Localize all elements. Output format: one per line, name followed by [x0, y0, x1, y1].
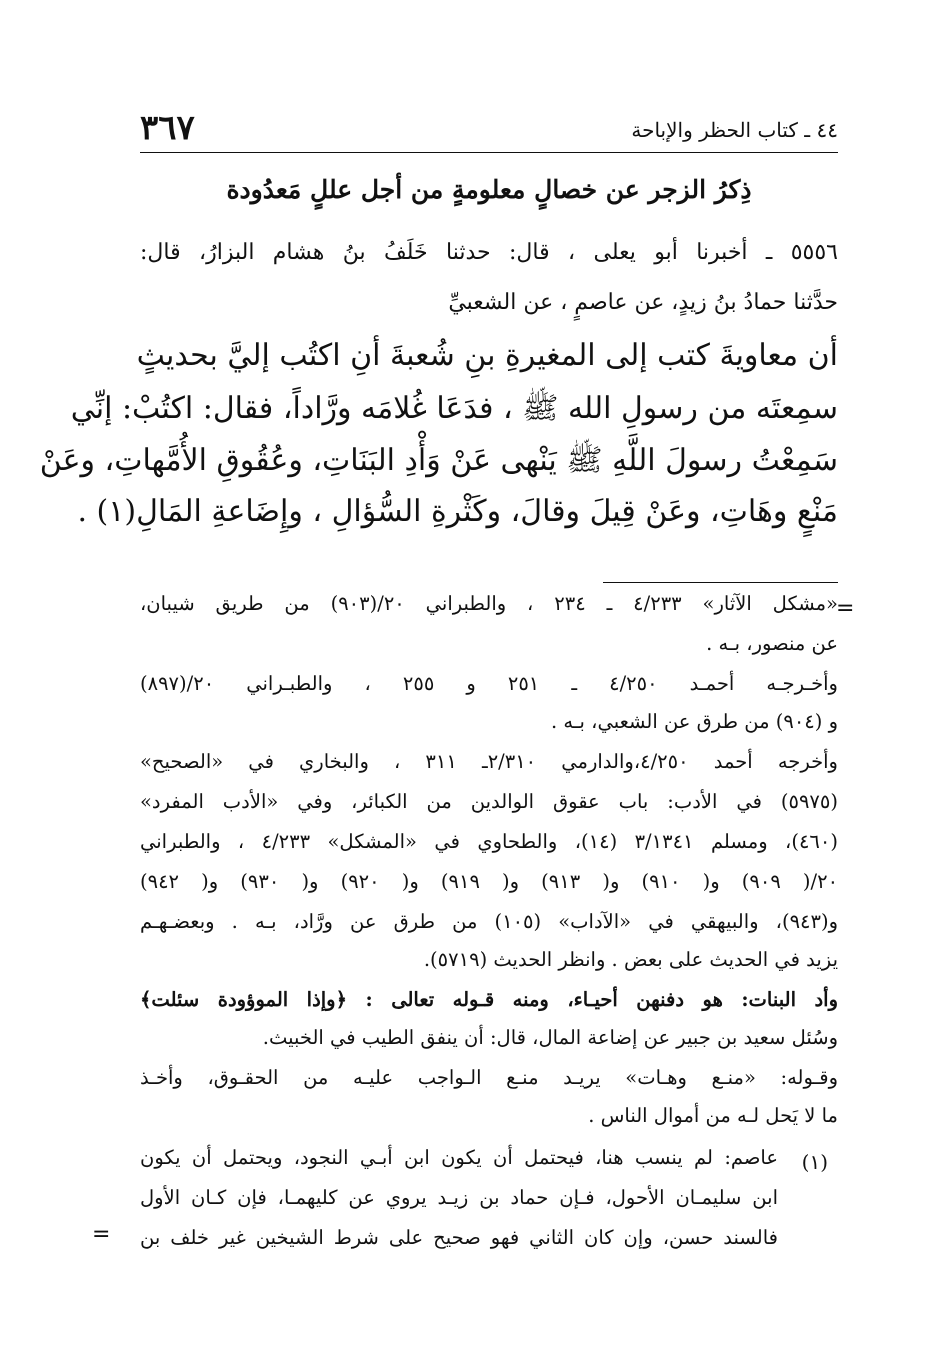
footnote-line: و(٩٤٣)، والبيهقي في «الآداب» (١٠٥) من طرق عن ورَّاد، بـه . وبعضـهـم — [140, 910, 839, 933]
matn-line: سَمِعْتُ رسولَ اللَّهِ ﷺ يَنْهى عَنْ وَأْدِ البَنَاتِ، وعُقُوقِ الأُمَّهاتِ، وعَنْ — [39, 443, 838, 478]
matn-line: أن معاويةَ كتب إلى المغيرةِ بنِ شُعبةَ أنِ اكتُب إليَّ بحديثٍ — [136, 338, 838, 373]
footnote-continues-mark: = — [92, 1222, 111, 1247]
footnote-line: (٤٦٠)، ومسلم ٣/١٣٤١ (١٤)، والطحاوي في «المشكل» ٤/٢٣٣ ، والطبراني — [140, 830, 838, 853]
footnote-line: وأخـرجـه أحمـد ٤/٢٥٠ ـ ٢٥١ و ٢٥٥ ، والطبـراني ٢٠/(٨٩٧) — [140, 672, 838, 695]
matn-line: مَنْعٍ وهَاتِ، وعَنْ قِيلَ وقالَ، وكَثْرةِ السُّؤالِ ، وإِضَاعةِ المَالِ(١) . — [77, 494, 838, 529]
footnote-line: عاصم: لم ينسب هنا، فيحتمل أن يكون ابن أبـي النجود، ويحتمل أن يكون — [140, 1146, 778, 1169]
section-title: ذِكرُ الزجر عن خصالٍ معلومةٍ من أجل عللٍ مَعدُودة — [226, 175, 752, 204]
footnote-line: يزيد في الحديث على بعض . وانظر الحديث (٥٧١٩). — [423, 948, 838, 971]
header-divider — [140, 152, 838, 153]
running-header-chapter: ٤٤ ـ كتاب الحظر والإباحة — [631, 118, 838, 142]
footnote-line: ما لا يَحل لـه من أموال الناس . — [588, 1104, 838, 1127]
footnote-line: (٥٩٧٥) في الأدب: باب عقوق الوالدين من الكبائر، وفي «الأدب المفرد» — [140, 790, 838, 813]
footnote-line: وقـوله: «منـع وهـات» يريـد منـع الـواجب عليـه من الحقـوق، وأخـذ — [140, 1066, 838, 1089]
isnad-line: حدَّثنا حمادُ بنُ زيدٍ، عن عاصمٍ ، عن الشعبيِّ — [448, 290, 838, 315]
footnote-number: (١) — [801, 1150, 828, 1174]
footnote-line: وأخرجه أحمد ٤/٢٥٠،والدارمي ٢/٣١٠ـ ٣١١ ، والبخاري في «الصحيح» — [140, 750, 838, 773]
footnote-line: وأد البنات: هو دفنهن أحيـاء، ومنه قـوله تعالى : ﴿وإذا الموؤودة سئلت﴾ — [140, 988, 838, 1011]
footnote-divider — [603, 582, 838, 583]
footnote-line: عن منصور، بـه . — [706, 632, 838, 655]
footnote-line: وسُئل سعيد بن جبير عن إضاعة المال، قال: أن ينفق الطيب في الخبيث. — [262, 1026, 838, 1049]
footnote-continuation-mark: = — [836, 596, 855, 621]
isnad-line: ٥٥٥٦ ـ أخبرنا أبو يعلى ، قال: حدثنا خَلَفُ بنُ هشام البزارُ، قال: — [140, 240, 838, 265]
page-number: ٣٦٧ — [140, 108, 195, 148]
footnote-line: فالسند حسن، وإن كان الثاني فهو صحيح على شرط الشيخين غير خلف بن — [140, 1226, 778, 1249]
footnote-line: ٢٠/( ٩٠٩) و( ٩١٠) و( ٩١٣) و( ٩١٩) و( ٩٢٠) و( ٩٣٠) و( ٩٤٢) — [140, 870, 839, 893]
footnote-line: «مشكل الآثار» ٤/٢٣٣ ـ ٢٣٤ ، والطبراني ٢٠/(٩٠٣) من طريق شيبان، — [140, 592, 838, 615]
footnote-line: و (٩٠٤) من طرق عن الشعبي، بـه . — [550, 710, 838, 733]
footnote-line: ابن سليمـان الأحول، فـإن حماد بن زيـد يروي عن كليهمـا، فإن كـان الأول — [140, 1186, 778, 1209]
matn-line: سمِعتَه من رسولِ الله ﷺ ، فدَعَا غُلامَه ورَّاداً، فقال: اكتُبْ: إنِّي — [70, 391, 838, 426]
